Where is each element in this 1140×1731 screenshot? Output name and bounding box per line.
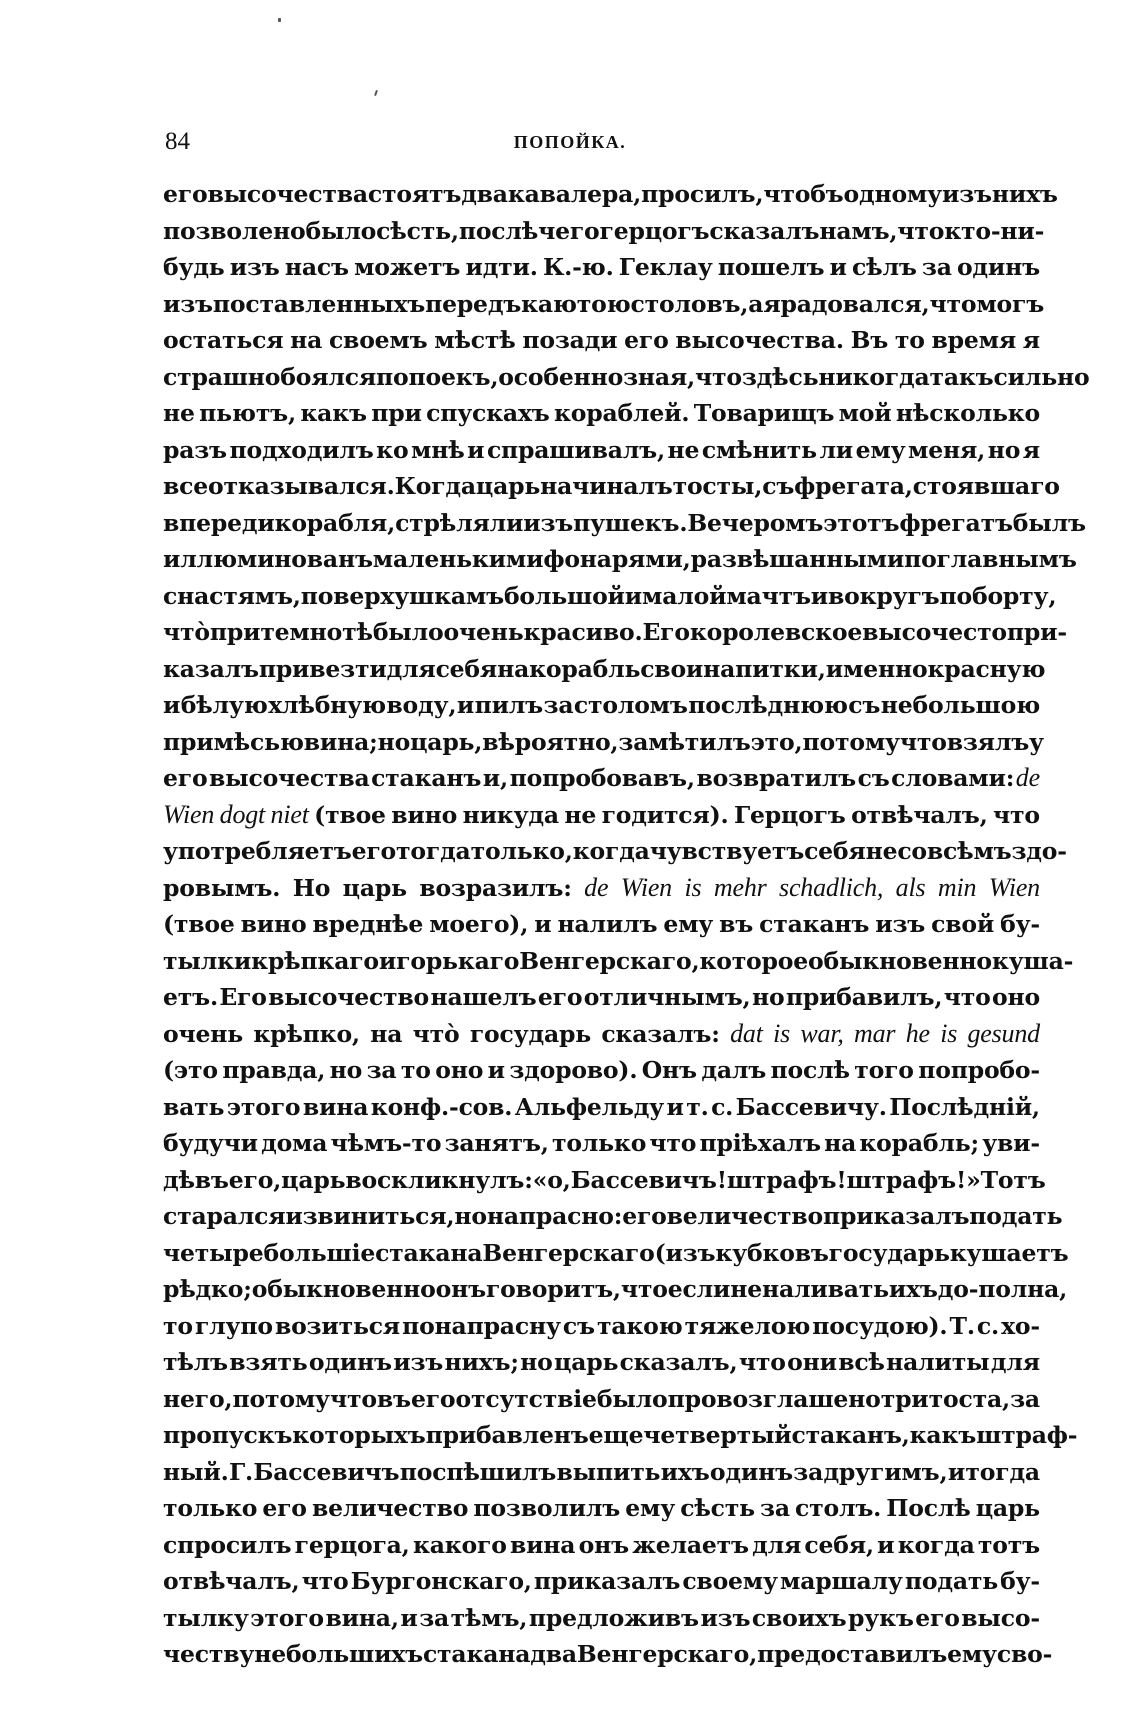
text-line: снастямъ, по верхушкамъ большой и малой мачтъ и вокругъ по борту, bbox=[163, 581, 1057, 610]
text-line: его высочества стоятъ два кавалера, просилъ, чтобъ одному изъ нихъ bbox=[163, 180, 1058, 208]
text-line: (твое вино вреднѣе моего), и налилъ ему въ стаканъ изъ свой бу- bbox=[163, 910, 1040, 938]
text-line: позволено было сѣсть, послѣ чего герцогъ сказалъ намъ, что кто-ни- bbox=[163, 216, 1045, 245]
text-line: тылки крѣпкаго и горькаго Венгерскаго, которое обыкновенно куша- bbox=[163, 946, 1074, 975]
text-line: не пьютъ, какъ при спускахъ кораблей. Товарищъ мой нѣсколько bbox=[163, 399, 1040, 427]
text-line: все отказывался. Когда царь начиналъ тосты, съ фрегата, стоявшаго bbox=[163, 472, 1060, 500]
text-line: вать этого вина конф.-сов. Альфельду и т. с. Бассевичу. Послѣдній, bbox=[163, 1092, 1040, 1121]
text-line: его высочества стаканъ и, попробовавъ, возвратилъ съ словами: de bbox=[163, 763, 1040, 792]
scan-speck bbox=[278, 18, 281, 22]
text-line: разъ подходилъ ко мнѣ и спрашивалъ, не смѣнить ли ему меня, но я bbox=[163, 435, 1040, 464]
text-line: (это правда, но за то оно и здорово). Онъ далъ послѣ того попробо- bbox=[163, 1056, 1040, 1084]
text-line: примѣсью вина; но царь, вѣроятно, замѣтилъ это, потому что взялъ у bbox=[163, 727, 1044, 756]
text-line: что̀ при темнотѣ было очень красиво. Его королевское высочесто при- bbox=[163, 618, 1067, 646]
text-line: Wien dogt niet (твое вино никуда не годится). Герцогъ отвѣчалъ, что bbox=[163, 799, 1040, 829]
text-line: изъ поставленныхъ передъ каютою столовъ, а я радовался, что могъ bbox=[163, 289, 1045, 318]
text-line: старался извиниться, но напрасно: его величество приказалъ подать bbox=[163, 1202, 1063, 1230]
text-line: ный. Г. Бассевичъ поспѣшилъ выпить ихъ одинъ за другимъ, и тогда bbox=[163, 1457, 1040, 1486]
text-line: и бѣлую хлѣбную воду, и пилъ за столомъ послѣднюю съ небольшою bbox=[163, 691, 1040, 719]
text-line: употребляетъ его тогда только, когда чувствуетъ себя несовсѣмъ здо- bbox=[163, 837, 1067, 865]
text-line: него, потому что въ его отсутствіе было провозглашено три тоста, за bbox=[163, 1384, 1040, 1413]
text-line: казалъ привезти для себя на корабль свои напитки, именно красную bbox=[163, 654, 1046, 683]
text-line: тѣлъ взять одинъ изъ нихъ; но царь сказалъ, что они всѣ налиты для bbox=[163, 1348, 1040, 1376]
text-line: ровымъ. Но царь возразилъ: de Wien is mehr schadlich, als min Wien bbox=[163, 872, 1040, 902]
text-line: очень крѣпко, на что̀ государь сказалъ: dat is war, mar he is gesund bbox=[163, 1018, 1040, 1048]
running-head: ПОПОЙКА. bbox=[513, 132, 627, 152]
body-text bbox=[163, 176, 1090, 1673]
text-line: честву небольшихъ стакана два Венгерскаго, предоставилъ ему сво- bbox=[163, 1640, 1053, 1668]
text-line: четыре большіе стакана Венгерскаго (изъ кубковъ государь кушаетъ bbox=[163, 1238, 1069, 1267]
text-line: то глупо возиться понапрасну съ такою тяжелою посудою). Т. с. хо- bbox=[163, 1311, 1040, 1340]
text-line: дѣвъ его, царь воскликнулъ: «о, Бассевичъ! штрафъ! штрафъ!» Тотъ bbox=[163, 1165, 1046, 1194]
page-number: 84 bbox=[165, 128, 190, 155]
text-line: будь изъ насъ можетъ идти. К.-ю. Геклау пошелъ и сѣлъ за одинъ bbox=[163, 253, 1040, 281]
text-line: только его величество позволилъ ему сѣсть за столъ. Послѣ царь bbox=[163, 1494, 1040, 1522]
text-line: страшно боялся попоекъ, особенно зная, что здѣсь никогда такъ сильно bbox=[163, 362, 1090, 391]
text-line: тылку этого вина, и за тѣмъ, предложивъ изъ своихъ рукъ его высо- bbox=[163, 1603, 1040, 1632]
text-line: пропускъ которыхъ прибавленъ еще четвертый стаканъ, какъ штраф- bbox=[163, 1421, 1078, 1449]
text-line: иллюминованъ маленькими фонарями, развѣшанными по главнымъ bbox=[163, 545, 1077, 573]
text-line: будучи дома чѣмъ-то занятъ, только что пріѣхалъ на корабль; уви- bbox=[163, 1129, 1040, 1157]
scan-speck bbox=[374, 90, 378, 96]
text-line: остаться на своемъ мѣстѣ позади его высочества. Въ то время я bbox=[163, 326, 1040, 354]
text-line: впереди корабля, стрѣляли изъ пушекъ. Вечеромъ этотъ фрегатъ былъ bbox=[163, 508, 1086, 537]
text-line: отвѣчалъ, что Бургонскаго, приказалъ своему маршалу подать бу- bbox=[163, 1567, 1040, 1595]
text-line: рѣдко; обыкновенно онъ говоритъ, что если не наливать ихъ до-полна, bbox=[163, 1275, 1068, 1303]
text-line: спросилъ герцога, какого вина онъ желаетъ для себя, и когда тотъ bbox=[163, 1530, 1040, 1559]
text-line: етъ. Его высочество нашелъ его отличнымъ, но прибавилъ, что оно bbox=[163, 983, 1040, 1011]
